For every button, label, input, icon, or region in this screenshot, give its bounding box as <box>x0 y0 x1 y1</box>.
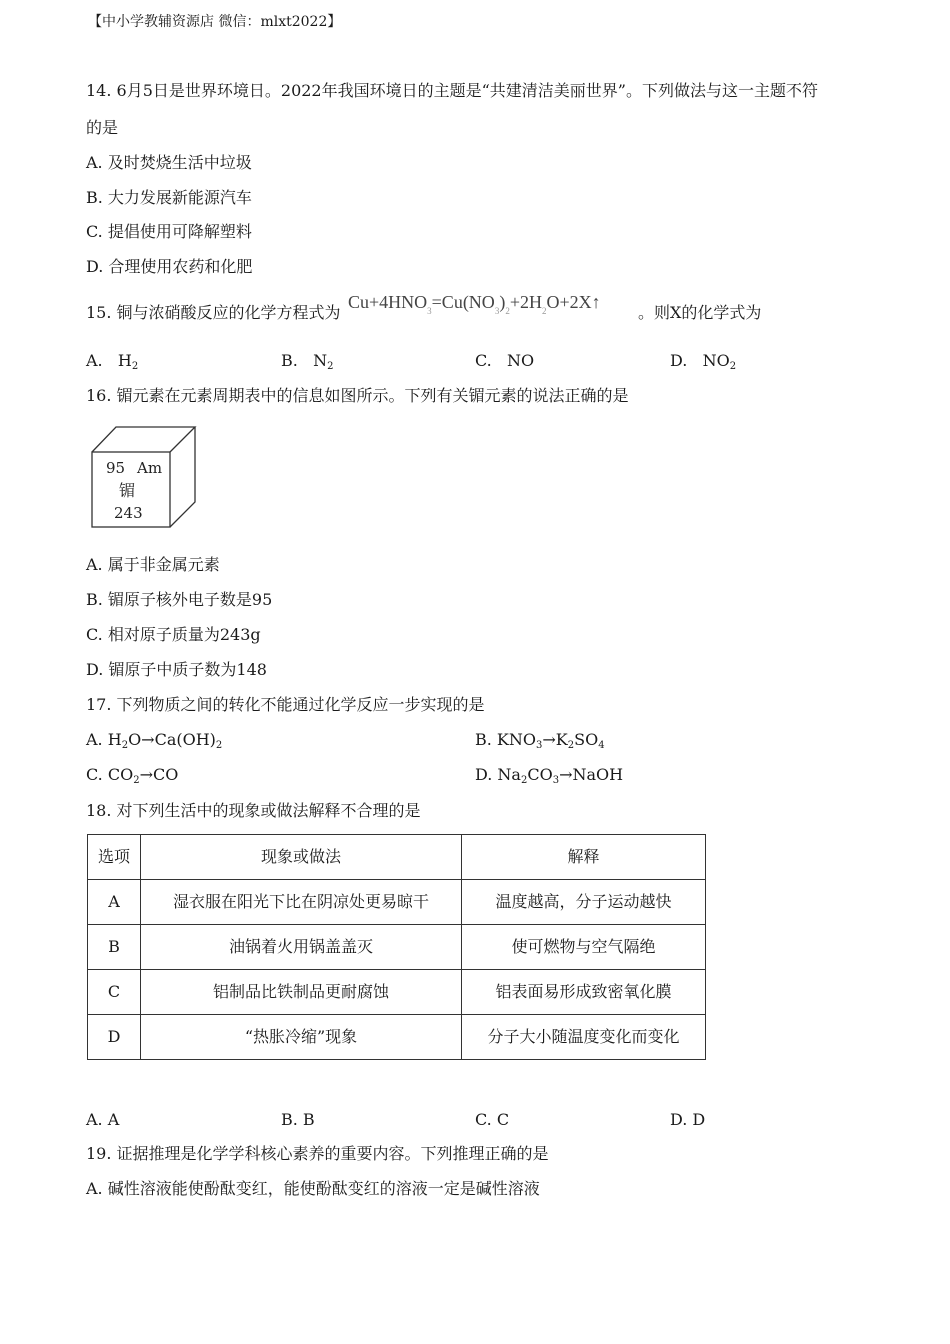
q15-equation: $Cu+4HNO_3=Cu(NO_3)_2+2H_2O+2X↑$ <box>348 292 601 316</box>
table-row <box>88 880 706 925</box>
q19-stem: 19. 证据推理是化学学科核心素养的重要内容。下列推理正确的是 <box>86 1144 549 1163</box>
element-symbol: Am <box>137 459 163 477</box>
table-cell: 油锅着火用锅盖盖灭 <box>141 925 462 970</box>
element-cube-figure <box>89 425 199 531</box>
table-cell: 分子大小随温度变化而变化 <box>462 1015 706 1060</box>
table-cell: B <box>88 925 141 970</box>
q17-option-d: D. $Na_2CO_3\to NaOH$ <box>475 765 624 786</box>
source-header: 【中小学教辅资源店 微信：mlxt2022】 <box>88 14 342 30</box>
header-explanation: 解释 <box>462 835 706 880</box>
table-row <box>88 925 706 970</box>
q17-option-b: B. $KNO_3\to K_2SO_4$ <box>475 730 605 751</box>
table-cell: 铝表面易形成致密氧化膜 <box>462 970 706 1015</box>
table-row <box>88 1015 706 1060</box>
table-cell: 使可燃物与空气隔绝 <box>462 925 706 970</box>
q18-option-c: C. C <box>475 1110 510 1129</box>
table-cell: “热胀冷缩”现象 <box>141 1015 462 1060</box>
q18-stem: 18. 对下列生活中的现象或做法解释不合理的是 <box>86 801 421 820</box>
table-header-row <box>88 835 706 880</box>
q15-option-a: A. $H_2$ <box>86 351 139 372</box>
table-cell: C <box>88 970 141 1015</box>
table-cell: 铝制品比铁制品更耐腐蚀 <box>141 970 462 1015</box>
element-mass: 243 <box>114 504 143 522</box>
q15-option-c: C. NO <box>475 351 535 370</box>
element-atomic-number: 95 <box>106 459 126 477</box>
q19-option-a: A. 碱性溶液能使酚酞变红，能使酚酞变红的溶液一定是碱性溶液 <box>86 1179 540 1198</box>
q16-stem: 16. 镅元素在元素周期表中的信息如图所示。下列有关镅元素的说法正确的是 <box>86 386 629 405</box>
q14-stem-line1: 14. 6月5日是世界环境日。2022年我国环境日的主题是“共建清洁美丽世界”。下列做法与这一主题不符 <box>86 81 818 100</box>
q15-stem-prefix: 15. 铜与浓硝酸反应的化学方程式为 <box>86 303 341 322</box>
q18-option-b: B. B <box>281 1110 315 1129</box>
element-name: 镅 <box>119 481 136 500</box>
q15-stem-suffix: 。则X的化学式为 <box>638 303 762 322</box>
table-cell: 温度越高，分子运动越快 <box>462 880 706 925</box>
table-cell: D <box>88 1015 141 1060</box>
table-cell: A <box>88 880 141 925</box>
q16-option-b: B. 镅原子核外电子数是95 <box>86 590 273 609</box>
q18-table <box>87 834 706 1060</box>
q15-option-b: B. $N_2$ <box>281 351 334 372</box>
q14-option-c: C. 提倡使用可降解塑料 <box>86 222 252 241</box>
q17-stem: 17. 下列物质之间的转化不能通过化学反应一步实现的是 <box>86 695 485 714</box>
q17-option-c: C. $CO_2\to CO$ <box>86 765 179 786</box>
q15-option-d: D. $NO_2$ <box>670 351 737 372</box>
q14-option-b: B. 大力发展新能源汽车 <box>86 188 252 207</box>
q16-option-a: A. 属于非金属元素 <box>86 555 220 574</box>
header-option: 选项 <box>88 835 141 880</box>
q18-option-d: D. D <box>670 1110 706 1129</box>
q14-option-a: A. 及时焚烧生活中垃圾 <box>86 153 252 172</box>
header-phenomenon: 现象或做法 <box>141 835 462 880</box>
table-cell: 湿衣服在阳光下比在阴凉处更易晾干 <box>141 880 462 925</box>
cube-outline <box>89 425 199 531</box>
q16-option-c: C. 相对原子质量为243g <box>86 625 261 644</box>
q17-option-a: A. $H_2O\to Ca(OH)_2$ <box>86 730 223 751</box>
q14-option-d: D. 合理使用农药和化肥 <box>86 257 253 276</box>
q18-option-a: A. A <box>86 1110 120 1129</box>
table-row <box>88 970 706 1015</box>
q16-option-d: D. 镅原子中质子数为148 <box>86 660 267 679</box>
q14-stem-line2: 的是 <box>86 118 119 137</box>
